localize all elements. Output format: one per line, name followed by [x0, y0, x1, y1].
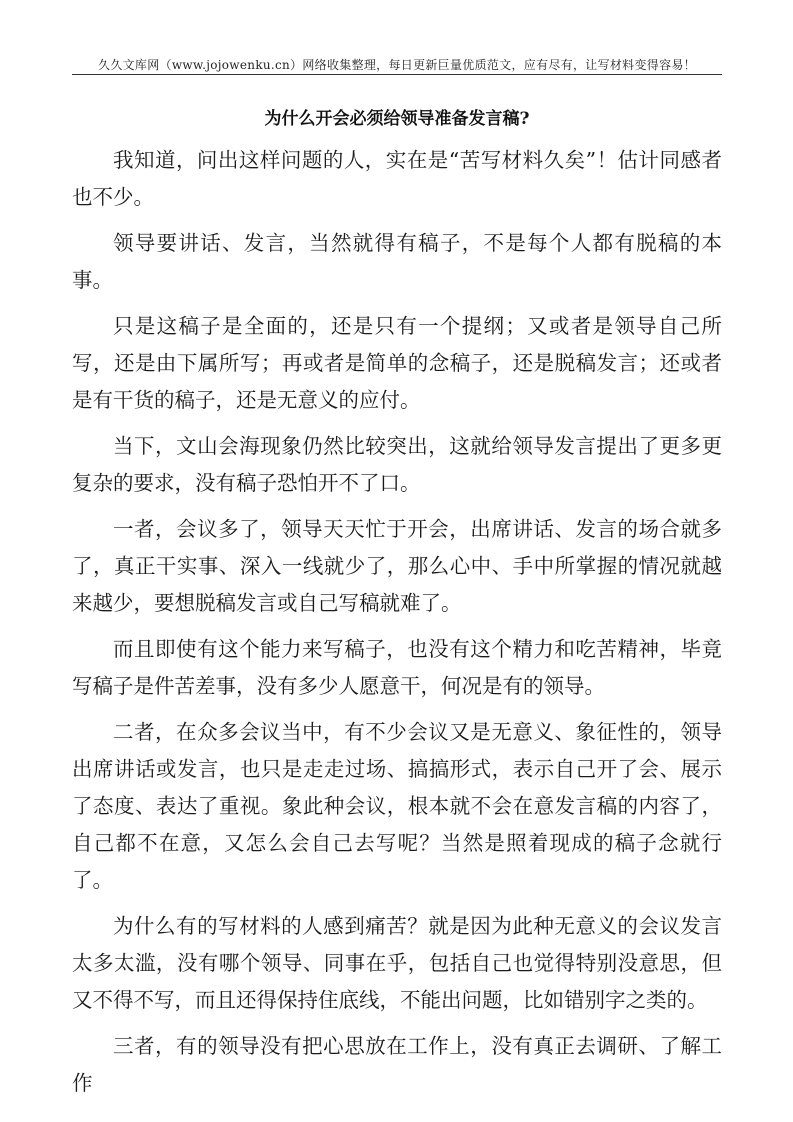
document-body [72, 142, 722, 1111]
paragraph: 而且即使有这个能力来写稿子，也没有这个精力和吃苦精神，毕竟写稿子是件苦差事，没有多少人愿意干，何况是有的领导。 [72, 637, 722, 698]
paragraph: 三者，有的领导没有把心思放在工作上，没有真正去调研、了解工作 [72, 1034, 722, 1095]
paragraph: 一者，会议多了，领导天天忙于开会，出席讲话、发言的场合就多了，真正干实事、深入一线就少了，那么心中、手中所掌握的情况就越来越少，要想脱稿发言或自己写稿就难了。 [72, 517, 722, 615]
paragraph: 为什么有的写材料的人感到痛苦？就是因为此种无意义的会议发言太多太滥，没有哪个领导、同事在乎，包括自己也觉得特别没意思，但又不得不写，而且还得保持住底线，不能出问题，比如错别字之类的。 [72, 914, 722, 1012]
paragraph: 我知道，问出这样问题的人，实在是“苦写材料久矣”！估计同感者也不少。 [72, 148, 722, 209]
document-title: 为什么开会必须给领导准备发言稿? [264, 109, 530, 129]
paragraph: 只是这稿子是全面的，还是只有一个提纲；又或者是领导自己所写，还是由下属所写；再或者是简单的念稿子，还是脱稿发言；还或者是有干货的稿子，还是无意义的应付。 [72, 314, 722, 412]
paragraph: 二者，在众多会议当中，有不少会议又是无意义、象征性的，领导出席讲话或发言，也只是走走过场、搞搞形式，表示自己开了会、展示了态度、表达了重视。象此种会议，根本就不会在意发言稿的内容了，自己都不在意，又怎么会自己去写呢？当然是照着现成的稿子念就行了。 [72, 720, 722, 892]
header-divider [72, 74, 722, 75]
paragraph: 当下，文山会海现象仍然比较突出，这就给领导发言提出了更多更复杂的要求，没有稿子恐怕开不了口。 [72, 434, 722, 495]
paragraph: 领导要讲话、发言，当然就得有稿子，不是每个人都有脱稿的本事。 [72, 231, 722, 292]
page-header: 久久文库网（www.jojowenku.cn）网络收集整理，每日更新巨量优质范文，应有尽有，让写材料变得容易！ [98, 58, 696, 72]
